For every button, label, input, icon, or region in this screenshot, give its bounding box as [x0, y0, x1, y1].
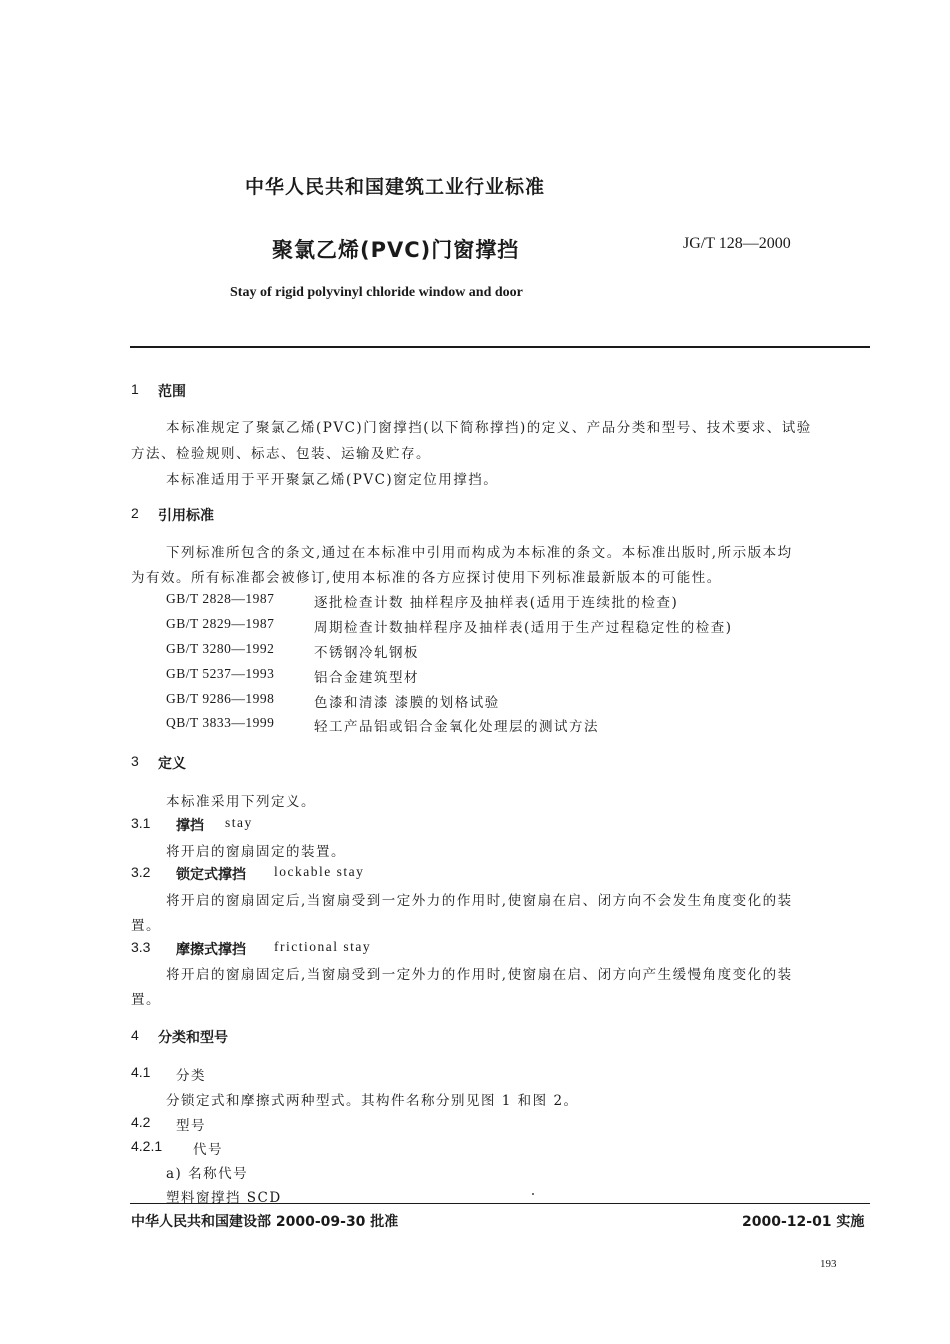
definition-3-3-term: 摩擦式撑挡: [176, 942, 246, 958]
section-1-title: 范围: [158, 384, 186, 400]
footer-rule: [130, 1203, 870, 1204]
definition-3-2-number: 3.2: [131, 864, 151, 880]
section-4-1-text: 分锁定式和摩擦式两种型式。其构件名称分别见图 1 和图 2。: [166, 1093, 579, 1109]
section-4-1-title: 分类: [176, 1068, 206, 1084]
document-title-en: Stay of rigid polyvinyl chloride window and door: [230, 285, 523, 300]
list-item-a: a) 名称代号: [166, 1166, 249, 1182]
section-4-2-number: 4.2: [131, 1114, 151, 1130]
definition-3-2-term: 锁定式撑挡: [176, 867, 246, 883]
definition-3-1-term: 撑挡: [176, 818, 204, 834]
definition-3-1-number: 3.1: [131, 815, 151, 831]
definition-3-3-text-line-1: 将开启的窗扇固定后,当窗扇受到一定外力的作用时,使窗扇在启、闭方向产生缓慢角度变化的装: [166, 967, 793, 983]
definition-3-3-text-line-2: 置。: [131, 992, 161, 1008]
section-2-para-line-1: 下列标准所包含的条文,通过在本标准中引用而构成为本标准的条文。本标准出版时,所示版本均: [166, 545, 793, 561]
ref-name: 色漆和清漆 漆膜的划格试验: [314, 695, 500, 711]
section-2-title: 引用标准: [158, 508, 214, 524]
section-2-number: 2: [131, 505, 139, 521]
scan-speck: [532, 1193, 534, 1195]
ref-name: 轻工产品铝或铝合金氧化处理层的测试方法: [314, 719, 599, 735]
ref-code: QB/T 3833—1999: [166, 715, 275, 730]
section-2-para-line-2: 为有效。所有标准都会被修订,使用本标准的各方应探讨使用下列标准最新版本的可能性。: [131, 570, 722, 586]
standard-type-heading: 中华人民共和国建筑工业行业标准: [245, 176, 546, 198]
definition-3-3-number: 3.3: [131, 939, 151, 955]
ref-code: GB/T 2829—1987: [166, 616, 275, 631]
section-1-para-1-line-1: 本标准规定了聚氯乙烯(PVC)门窗撑挡(以下简称撑挡)的定义、产品分类和型号、技术要求、试验: [166, 420, 812, 436]
ref-code: GB/T 2828—1987: [166, 591, 275, 606]
section-3-intro: 本标准采用下列定义。: [166, 794, 316, 810]
section-4-2-title: 型号: [176, 1118, 206, 1134]
list-item-a-value: 塑料窗撑挡 SCD: [166, 1190, 282, 1206]
document-title-cn: 聚氯乙烯(PVC)门窗撑挡: [272, 238, 520, 262]
page-number: 193: [820, 1258, 837, 1270]
section-1-para-1-line-2: 方法、检验规则、标志、包装、运输及贮存。: [131, 446, 431, 462]
section-1-number: 1: [131, 381, 139, 397]
section-4-number: 4: [131, 1027, 139, 1043]
ref-code: GB/T 5237—1993: [166, 666, 275, 681]
definition-3-1-text: 将开启的窗扇固定的装置。: [166, 844, 346, 860]
header-rule: [130, 346, 870, 348]
section-3-number: 3: [131, 753, 139, 769]
section-1-para-2: 本标准适用于平开聚氯乙烯(PVC)窗定位用撑挡。: [166, 472, 499, 488]
approval-line: 中华人民共和国建设部 2000-09-30 批准: [131, 1214, 399, 1230]
section-4-2-1-number: 4.2.1: [131, 1138, 163, 1154]
ref-code: GB/T 9286—1998: [166, 691, 275, 706]
definition-3-2-text-line-2: 置。: [131, 918, 161, 934]
section-3-title: 定义: [158, 756, 186, 772]
definition-3-2-english: lockable stay: [274, 864, 365, 879]
section-4-1-number: 4.1: [131, 1064, 151, 1080]
standard-code: JG/T 128—2000: [683, 235, 791, 252]
effective-date: 2000-12-01 实施: [742, 1214, 865, 1230]
ref-name: 周期检查计数抽样程序及抽样表(适用于生产过程稳定性的检查): [314, 620, 733, 636]
ref-name: 不锈钢冷轧钢板: [314, 645, 419, 661]
section-4-2-1-title: 代号: [193, 1142, 223, 1158]
section-4-title: 分类和型号: [158, 1030, 228, 1046]
definition-3-1-english: stay: [225, 815, 253, 830]
definition-3-2-text-line-1: 将开启的窗扇固定后,当窗扇受到一定外力的作用时,使窗扇在启、闭方向不会发生角度变化的装: [166, 893, 793, 909]
ref-code: GB/T 3280—1992: [166, 641, 275, 656]
ref-name: 铝合金建筑型材: [314, 670, 419, 686]
definition-3-3-english: frictional stay: [274, 939, 372, 954]
ref-name: 逐批检查计数 抽样程序及抽样表(适用于连续批的检查): [314, 595, 679, 611]
